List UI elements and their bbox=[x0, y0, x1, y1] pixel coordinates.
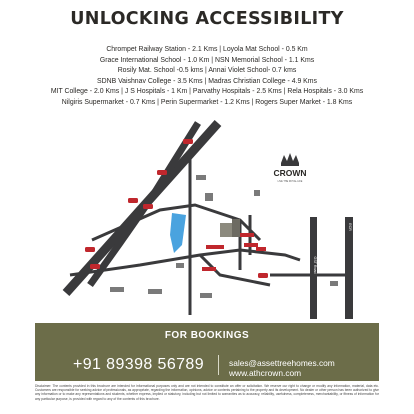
logo-text: CROWN bbox=[273, 168, 307, 178]
distance-line: Nilgiris Supermarket - 0.7 Kms | Perin Supermarket - 1.2 Kms | Rogers Super Market - 1.8 Kms bbox=[61, 98, 353, 106]
disclaimer-text: Disclaimer: The contents provided in this brochure are intended for informational purposes only and are not intended to constitute an offer or solicitation. We reserve our right to change or modify any information, material, data etc. Customers are responsible for seeking advice of professionals, as appropriate, regarding the information, opinions, advice or contents pertaining to the property and its development. No dealer or other person has been authorized to give any information or to make any representations and students, whether express, implied or statutory, including but not limited to warranties as to accuracy, reliability, usefulness, completeness, merchantability, or fitness of information for any particular purpose, is provided with regard to any of the contents of this brochure. bbox=[35, 384, 379, 401]
main-road-secondary bbox=[90, 123, 198, 285]
crown-logo bbox=[273, 153, 306, 183]
location-map bbox=[0, 115, 414, 320]
road-label-gst: GST Road bbox=[313, 256, 317, 274]
booking-email-link[interactable]: sales@assettreehomes.com bbox=[229, 358, 335, 368]
page-title: UNLOCKING ACCESSIBILITY bbox=[70, 9, 344, 29]
local-roads bbox=[70, 155, 300, 315]
bookings-heading: FOR BOOKINGS bbox=[164, 330, 250, 341]
booking-phone-link[interactable]: +91 89398 56789 bbox=[73, 356, 205, 373]
divider bbox=[218, 355, 219, 375]
logo-tagline: LIVE THE ROYAL LIFE bbox=[277, 180, 303, 183]
distance-line: Chrompet Railway Station - 2.1 Kms | Loyola Mat School - 0.5 Km bbox=[106, 46, 308, 53]
project-building-icon bbox=[220, 219, 240, 237]
distance-line: Grace International School - 1.0 Km | NSN Memorial School - 1.1 Kms bbox=[99, 56, 315, 64]
distance-list bbox=[0, 45, 414, 109]
bookings-band bbox=[35, 323, 379, 381]
distance-line: SDNB Vaishnav College - 3.5 Kms | Madras Christian College - 4.9 Kms bbox=[97, 77, 317, 85]
lake-area bbox=[170, 213, 186, 253]
distance-line: Rosily Mat. School -0.5 kms | Annai Violet School- 0.7 kms bbox=[117, 67, 297, 75]
booking-website-link[interactable]: www.athcrown.com bbox=[229, 368, 302, 378]
road-label-ecr: ECR bbox=[348, 223, 352, 231]
distance-line: MIT College - 2.0 Kms | J S Hospitals - 1 Km | Parvathy Hospitals - 2.5 Kms | Rela Hospitals - 3.0 Kms bbox=[50, 88, 364, 96]
